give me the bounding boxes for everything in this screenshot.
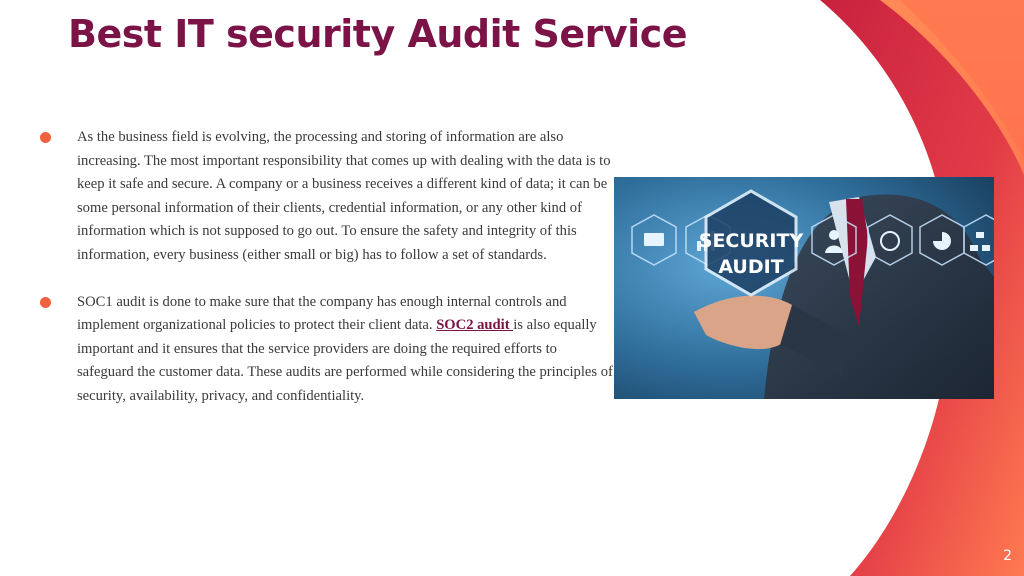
- security-audit-photo: [614, 177, 994, 399]
- bullet-text-part: is also equally important and it ensures that the service providers are doing the required efforts to safeguard the customer data. These audits are performed while considering the principles of security, availability, privacy, and confidentiality.: [77, 317, 613, 404]
- hexagon-label-line1: SECURITY: [698, 230, 804, 252]
- bullet-text: As the business field is evolving, the processing and storing of information are also increasing. The most important responsibility that comes up with dealing with the data is to keep it safe and secure. A company or a business receives a different kind of data; it can be some personal information of their clients, credential information, or any other kind of information which is not supposed to go out. To ensure the safety and integrity of this information, every business (either small or big) has to follow a set of standards.: [77, 129, 611, 263]
- slide-title: Best IT security Audit Service: [68, 12, 687, 56]
- security-audit-illustration: [614, 177, 994, 399]
- bullet-item: [36, 291, 616, 409]
- hexagon-label-line2: AUDIT: [718, 256, 784, 278]
- soc2-audit-link[interactable]: SOC2 audit: [436, 317, 514, 334]
- bullet-dot-icon: [40, 132, 51, 143]
- bullet-dot-icon: [40, 297, 51, 308]
- bullet-text: [77, 291, 616, 409]
- bullet-list: [36, 126, 616, 432]
- page-number: 2: [1003, 548, 1012, 564]
- bullet-item: [36, 126, 616, 268]
- bullet-text-part: SOC1 audit is done to make sure that the company has enough internal controls and implement organizational policies to protect their client data.: [77, 293, 567, 334]
